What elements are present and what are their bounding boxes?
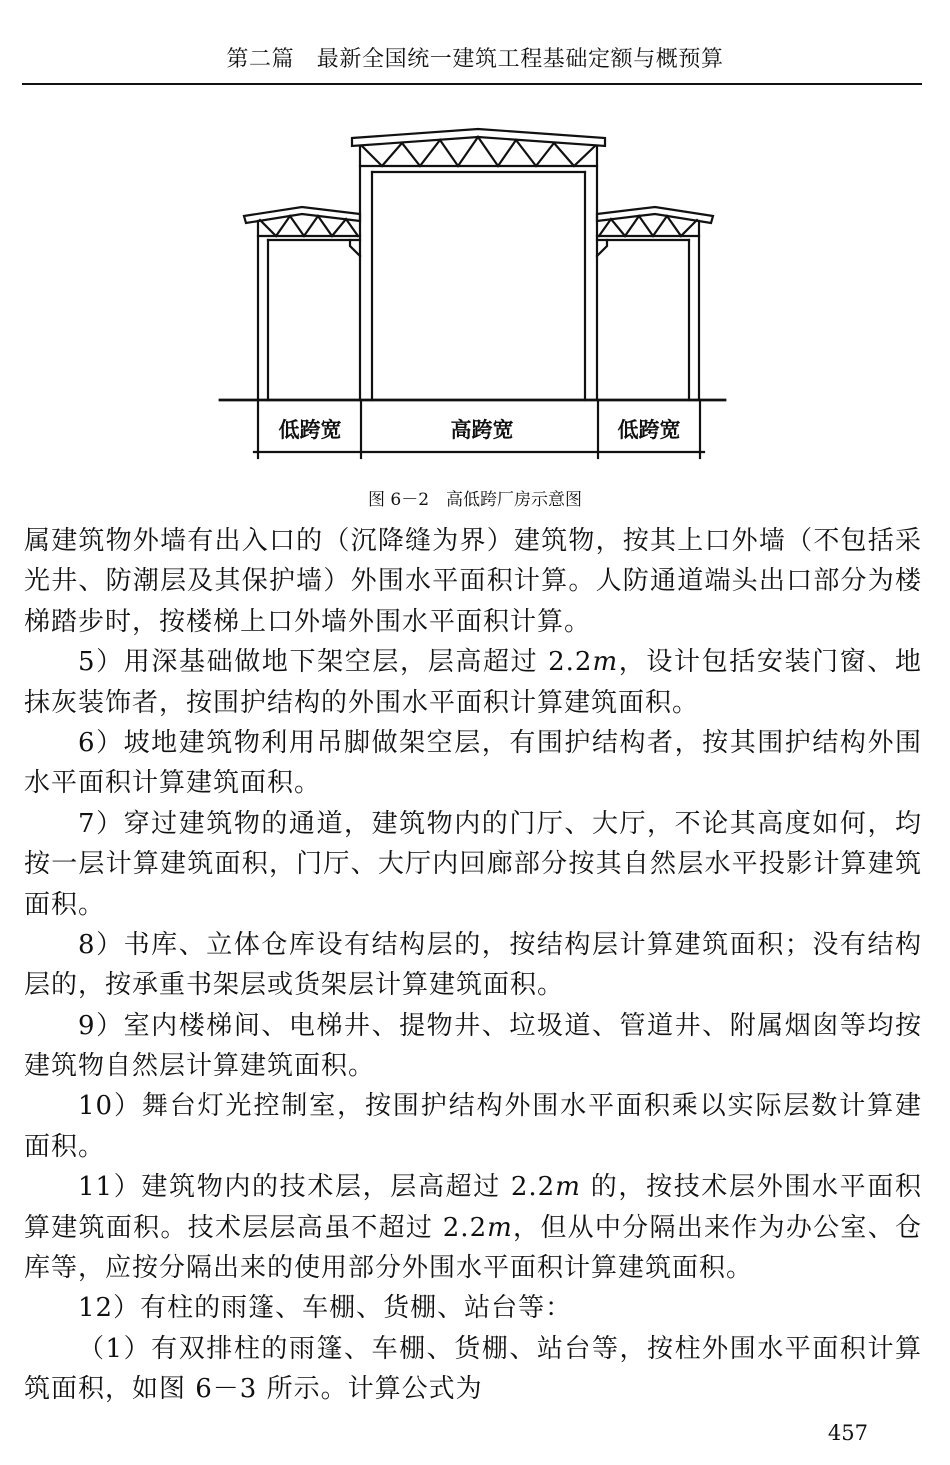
body-line: 梯踏步时，按楼梯上口外墙外围水平面积计算。 bbox=[24, 606, 592, 637]
text-segment: ，但从中分隔出来作为办公室、仓 bbox=[512, 1212, 922, 1243]
body-line: 层的，按承重书架层或货架层计算建筑面积。 bbox=[24, 970, 565, 1001]
body-line bbox=[24, 1208, 922, 1248]
running-header-title: 第二篇 最新全国统一建筑工程基础定额与概预算 bbox=[226, 47, 724, 72]
body-line: 12）有柱的雨篷、车棚、货棚、站台等： bbox=[78, 1293, 573, 1324]
paragraph bbox=[24, 1288, 922, 1328]
paragraph bbox=[24, 1329, 922, 1410]
paragraph bbox=[24, 804, 922, 925]
paragraph bbox=[24, 1006, 922, 1087]
body-line: 属建筑物外墙有出入口的（沉降缝为界）建筑物，按其上口外墙（不包括采 bbox=[24, 526, 922, 556]
body-line: 8）书库、立体仓库设有结构层的，按结构层计算建筑面积；没有结构 bbox=[78, 929, 922, 960]
body-line: 筑面积，如图 6－3 所示。计算公式为 bbox=[24, 1374, 483, 1405]
paragraph bbox=[24, 642, 922, 723]
high-low-span-factory-diagram bbox=[200, 110, 740, 475]
body-line bbox=[24, 642, 922, 682]
dimension-label-right-low-span: 低跨宽 bbox=[617, 418, 681, 442]
body-line: 9）室内楼梯间、电梯井、提物井、垃圾道、管道井、附属烟囱等均按 bbox=[78, 1010, 922, 1041]
text-segment: 5）用深基础做地下架空层，层高超过 2.2 bbox=[78, 647, 593, 678]
body-line: 10）舞台灯光控制室，按围护结构外围水平面积乘以实际层数计算建 bbox=[78, 1091, 922, 1122]
italic-unit-symbol: m bbox=[592, 647, 619, 678]
body-line: 6）坡地建筑物利用吊脚做架空层，有围护结构者，按其围护结构外围 bbox=[78, 727, 922, 758]
text-segment: 11）建筑物内的技术层，层高超过 2.2 bbox=[78, 1172, 556, 1203]
page-number: 457 bbox=[827, 1421, 868, 1445]
high-span-truss-web bbox=[362, 137, 595, 166]
italic-unit-symbol: m bbox=[555, 1172, 581, 1203]
body-line: 面积。 bbox=[24, 1131, 106, 1162]
right-high-column-corbel bbox=[597, 240, 607, 256]
dimension-label-left-low-span: 低跨宽 bbox=[278, 418, 342, 442]
body-text bbox=[24, 521, 922, 1410]
header-rule bbox=[22, 83, 922, 85]
body-line: 抹灰装饰者，按围护结构的外围水平面积计算建筑面积。 bbox=[24, 687, 700, 718]
paragraph bbox=[24, 925, 922, 1006]
body-line: 建筑物自然层计算建筑面积。 bbox=[24, 1051, 376, 1082]
body-line: 光井、防潮层及其保护墙）外围水平面积计算。人防通道端头出口部分为楼 bbox=[24, 566, 922, 597]
paragraph bbox=[24, 1167, 922, 1288]
left-high-column-corbel bbox=[350, 240, 360, 256]
dimension-label-high-span: 高跨宽 bbox=[450, 418, 514, 442]
text-segment: 的，按技术层外围水平面积 bbox=[590, 1172, 922, 1203]
figure-caption: 图 6－2 高低跨厂房示意图 bbox=[367, 490, 583, 510]
body-line bbox=[24, 1167, 922, 1207]
text-segment: ，设计包括安装门窗、地 bbox=[618, 647, 922, 678]
body-line: 面积。 bbox=[24, 889, 106, 920]
paragraph bbox=[24, 521, 922, 642]
italic-unit-symbol: m bbox=[487, 1212, 513, 1243]
body-line: （1）有双排柱的雨篷、车棚、货棚、站台等，按柱外围水平面积计算 bbox=[78, 1333, 922, 1364]
text-segment: 算建筑面积。技术层层高虽不超过 2.2 bbox=[24, 1212, 488, 1243]
body-line: 按一层计算建筑面积，门厅、大厅内回廊部分按其自然层水平投影计算建筑 bbox=[24, 849, 922, 880]
paragraph bbox=[24, 723, 922, 804]
body-line: 库等，应按分隔出来的使用部分外围水平面积计算建筑面积。 bbox=[24, 1253, 754, 1284]
paragraph bbox=[24, 1086, 922, 1167]
body-line: 7）穿过建筑物的通道，建筑物内的门厅、大厅，不论其高度如何，均 bbox=[78, 808, 922, 839]
body-line: 水平面积计算建筑面积。 bbox=[24, 768, 322, 799]
